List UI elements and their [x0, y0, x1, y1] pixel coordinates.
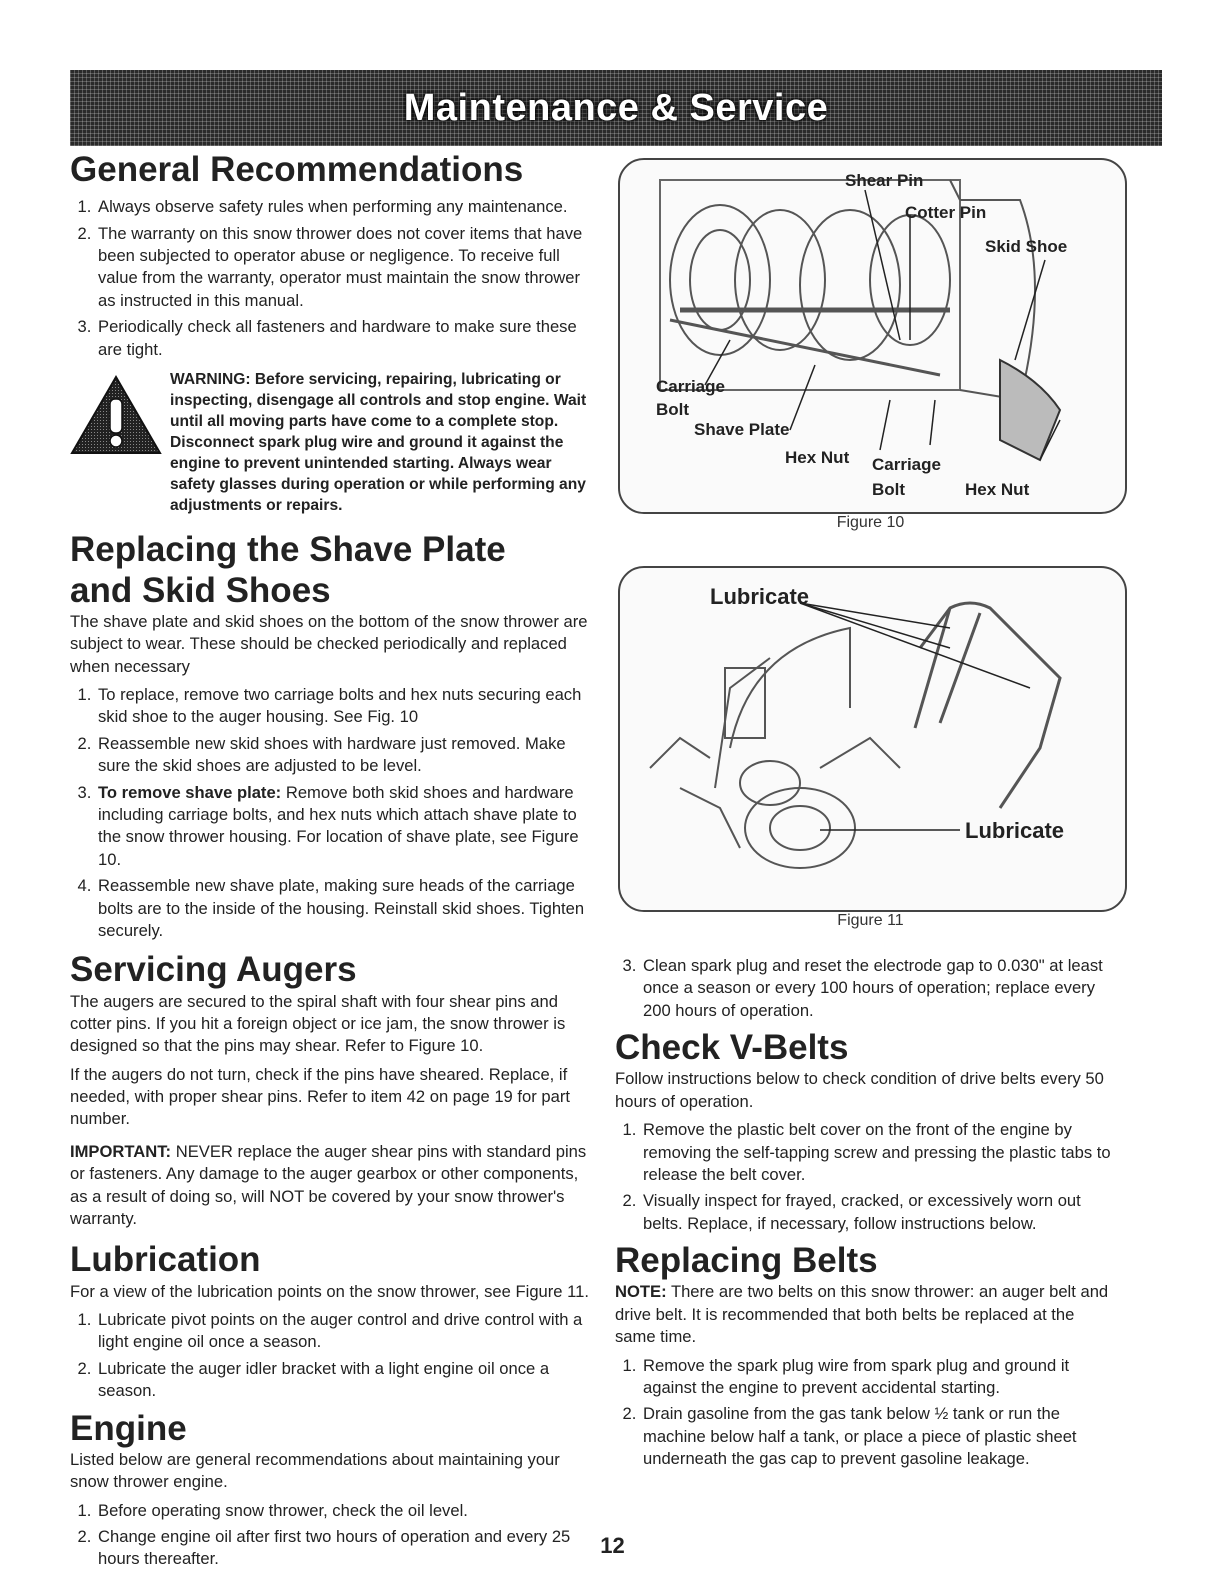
label-hex-nut-2: Hex Nut [965, 480, 1030, 499]
warning-text: WARNING: Before servicing, repairing, lubricating or inspecting, disengage all controls and stop engine. Wait until all moving parts have come to a complete stop. Disconnect spark plug wire and ground it against the engine to prevent unintended starting. Always wear safety glasses during operation or while performing any adjustments or repairs. [170, 370, 587, 515]
list-item: 2. Visually inspect for frayed, cracked, or excessively worn out belts. Replace, if necessary, follow instructions below. [641, 1190, 1115, 1235]
augers-p2: If the augers do not turn, check if the pins have sheared. Replace, if needed, with proper shear pins. Refer to item 42 on page 19 for part number. [70, 1064, 570, 1129]
vbelts-list [615, 1119, 1115, 1235]
list-item: 2. Change engine oil after first two hours of operation and every 25 hours thereafter. [96, 1526, 595, 1571]
lubrication-intro: For a view of the lubrication points on the snow thrower, see Figure 11. [70, 1281, 589, 1301]
lubrication-list [70, 1309, 595, 1403]
figure-11-caption: Figure 11 [837, 912, 904, 929]
vbelts-heading: Check V-Belts [615, 1028, 849, 1068]
warning-block [70, 369, 595, 516]
engine-heading: Engine [70, 1408, 187, 1448]
figure-10 [618, 158, 1127, 514]
lubrication-heading: Lubrication [70, 1240, 261, 1280]
warning-icon [70, 375, 162, 455]
list-item: 1. Remove the plastic belt cover on the front of the engine by removing the self-tapping screw and pressing the plastic tabs to release the belt cover. [641, 1119, 1115, 1186]
shave-intro: The shave plate and skid shoes on the bottom of the snow thrower are subject to wear. These should be checked periodically and replaced when necessary [70, 611, 588, 676]
list-item: 1. To replace, remove two carriage bolts and hex nuts securing each skid shoe to the auger housing. See Fig. 10 [96, 684, 595, 729]
figure-11 [618, 566, 1127, 912]
banner-title: Maintenance & Service [403, 86, 829, 129]
figure-10-caption: Figure 10 [836, 514, 905, 531]
right-column [615, 955, 1115, 1475]
label-lubricate-top: Lubricate [710, 584, 810, 609]
label-shave-plate: Shave Plate [694, 420, 790, 439]
list-item: 1. Always observe safety rules when performing any maintenance. [96, 196, 595, 218]
figure-10-labels [620, 160, 1125, 512]
note-text: There are two belts on this snow thrower: an auger belt and drive belt. It is recommended that both belts be replaced at the same time. [615, 1282, 1109, 1347]
label-carriage-2: Carriage [872, 455, 941, 474]
label-cotter-pin: Cotter Pin [905, 203, 987, 222]
list-item: 1. Lubricate pivot points on the auger control and drive control with a light engine oil once a season. [96, 1309, 595, 1354]
label-bolt: Bolt [656, 400, 690, 419]
list-item: 3. Clean spark plug and reset the electrode gap to 0.030" at least once a season or every 100 hours of operation; replace every 200 hours of operation. [641, 955, 1115, 1022]
section-banner [70, 70, 1162, 146]
list-item [96, 782, 595, 872]
label-bolt-2: Bolt [872, 480, 906, 499]
label-lubricate-right: Lubricate [965, 818, 1065, 843]
engine-intro: Listed below are general recommendations about maintaining your snow thrower engine. [70, 1449, 560, 1492]
belts-note [615, 1281, 1115, 1348]
list-item: 3. Periodically check all fasteners and hardware to make sure these are tight. [96, 316, 595, 361]
belts-list [615, 1355, 1115, 1471]
label-hex-nut: Hex Nut [785, 448, 850, 467]
general-list [70, 196, 595, 361]
list-item: 2. The warranty on this snow thrower does not cover items that have been subjected to operator abuse or negligence. To receive full value from the warranty, operator must maintain the snow thrower as instructed in this manual. [96, 223, 595, 313]
list-item: 1. Before operating snow thrower, check the oil level. [96, 1500, 595, 1522]
engine-list-continued [615, 955, 1115, 1022]
label-shear-pin: Shear Pin [845, 171, 924, 190]
note-label: NOTE: [615, 1282, 667, 1302]
augers-important [70, 1141, 595, 1231]
general-heading: General Recommendations [70, 150, 524, 189]
list-item: 2. Reassemble new skid shoes with hardware just removed. Make sure the skid shoes are adjusted to be level. [96, 733, 595, 778]
shave-heading-line2: and Skid Shoes [70, 570, 331, 610]
shave-heading-line1: Replacing the Shave Plate [70, 530, 506, 570]
page-number: 12 [600, 1533, 625, 1558]
belts-heading: Replacing Belts [615, 1241, 878, 1281]
shave-list [70, 684, 595, 942]
list-item: 2. Lubricate the auger idler bracket with a light engine oil once a season. [96, 1358, 595, 1403]
augers-heading: Servicing Augers [70, 950, 357, 990]
label-carriage: Carriage [656, 377, 725, 396]
list-item: 4. Reassemble new shave plate, making sure heads of the carriage bolts are to the inside of the housing. Reinstall skid shoes. Tighten securely. [96, 875, 595, 942]
label-skid-shoe: Skid Shoe [985, 237, 1068, 256]
important-label: IMPORTANT: [70, 1141, 172, 1161]
figure-11-labels [620, 568, 1125, 910]
left-column [70, 150, 595, 1575]
augers-p1: The augers are secured to the spiral shaft with four shear pins and cotter pins. If you hit a foreign object or ice jam, the snow thrower is designed so that the pins may shear. Refer to Figure 10. [70, 991, 566, 1056]
list-item: 1. Remove the spark plug wire from spark plug and ground it against the engine to prevent accidental starting. [641, 1355, 1115, 1400]
vbelts-intro: Follow instructions below to check condition of drive belts every 50 hours of operation. [615, 1069, 1104, 1111]
list-item: 2. Drain gasoline from the gas tank below ½ tank or run the machine below half a tank, or place a piece of plastic sheet underneath the gas cap to prevent gasoline leakage. [641, 1403, 1115, 1470]
shave-item3-label: To remove shave plate: [98, 782, 282, 802]
shave-item3-text: Remove both skid shoes and hardware including carriage bolts, and hex nuts which attach shave plate to the snow thrower housing. For location of shave plate, see Figure 10. [98, 782, 579, 869]
important-text: NEVER replace the auger shear pins with standard pins or fasteners. Any damage to the auger gearbox or other components, as a result of doing so, will NOT be covered by your snow thrower's warranty. [70, 1141, 587, 1229]
